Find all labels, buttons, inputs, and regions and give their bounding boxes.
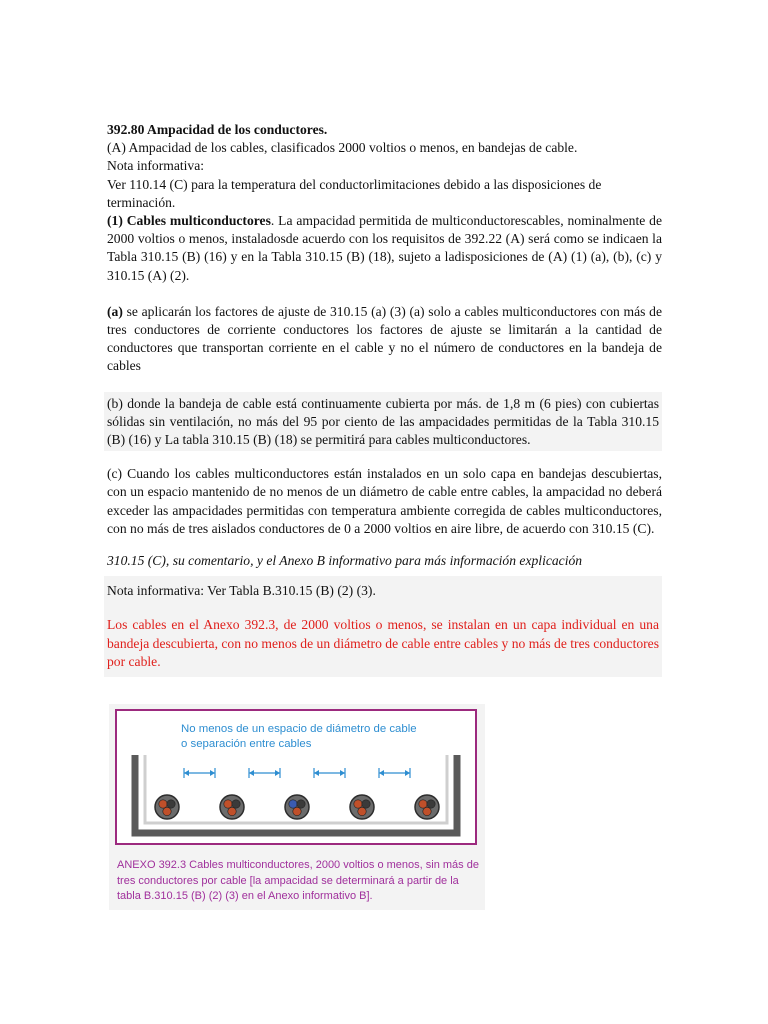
paragraph-c: (c) Cuando los cables multiconductores están instalados en un solo capa en bandejas descubiertas, con un espacio mantenido de no menos de un diámetro de cable entre cables, la ampacidad no deberá exceder las ampacidades permitidas con temperatura ambiente corregida de cables multiconductores, con no más de tres aislados conductores de 0 a 2000 voltios en aire libre, de acuerdo con 310.15 (C). — [107, 466, 662, 536]
spacing-label-line2: o separación entre cables — [181, 738, 312, 750]
figure-caption: ANEXO 392.3 Cables multiconductores, 2000 voltios o menos, sin más de tres conductores por cable [la ampacidad se determinará a partir de la tabla B.310.15 (B) (2) (3) en el Anexo informativo B]. — [117, 859, 479, 902]
red-paragraph: Los cables en el Anexo 392.3, de 2000 voltios o menos, se instalan en un capa individual en una bandeja descubierta, con no menos de un diámetro de cable entre cables y no más de tres conductores por cable. — [104, 608, 662, 677]
conductor — [293, 807, 301, 815]
spacing-arrow — [184, 768, 215, 778]
cable — [285, 795, 309, 819]
cable-tray-diagram — [117, 711, 475, 843]
cables-group — [155, 795, 439, 819]
conductor — [159, 800, 167, 808]
conductor — [362, 800, 370, 808]
paragraph-a: (A) Ampacidad de los cables, clasificados 2000 voltios o menos, en bandejas de cable. — [107, 140, 578, 156]
tray-outline — [135, 755, 457, 833]
arrow-head-right — [275, 770, 280, 776]
paragraph-1: (1) Cables multiconductores. La ampacidad permitida de multiconductorescables, nominalmente de 2000 voltios o menos, instaladosde acuerdo con los requisitos de 392.22 (A) será como se indicaen la Tabla 310.15 (B) (16) y en la Tabla 310.15 (B) (18), sujeto a ladisposiciones de (A) (1) (a), (b), (c) y 310.15 (A) (2). — [107, 213, 662, 283]
paragraph-b: (b) donde la bandeja de cable está continuamente cubierta por más. de 1,8 m (6 pies) con cubiertas sólidas sin ventilación, no más del 95 por ciento de las ampacidades permitidas de la Tabla 310.15 (B) (16) y La tabla 310.15 (B) (18) se permitirá para cables multiconductores. — [104, 392, 662, 452]
figure-frame — [115, 709, 477, 845]
spacing-arrow — [379, 768, 410, 778]
spacing-arrow — [314, 768, 345, 778]
conductor — [224, 800, 232, 808]
conductor — [423, 807, 431, 815]
conductor — [289, 800, 297, 808]
italic-reference: 310.15 (C), su comentario, y el Anexo B informativo para más información explicación — [107, 553, 583, 569]
reference-paragraph: Ver 110.14 (C) para la temperatura del conductorlimitaciones debido a las disposiciones de terminación. — [107, 176, 602, 210]
spacing-label-line1: No menos de un espacio de diámetro de cable — [181, 723, 417, 735]
section-heading: 392.80 Ampacidad de los conductores. — [107, 122, 328, 137]
conductor — [163, 807, 171, 815]
arrow-head-right — [210, 770, 215, 776]
conductor — [297, 800, 305, 808]
note-table-ref: Nota informativa: Ver Tabla B.310.15 (B) (2) (3). — [104, 576, 662, 608]
paragraph-a-factors: (a) se aplicarán los factores de ajuste de 310.15 (a) (3) (a) solo a cables multiconductores con más de tres conductores de corriente conductores los factores de ajuste se limitarán a la cantidad de conductores que transportan corriente en el cable y no el número de conductores en la bandeja de cables — [107, 303, 662, 374]
conductor — [427, 800, 435, 808]
arrow-head-left — [314, 770, 319, 776]
cable — [155, 795, 179, 819]
cable — [415, 795, 439, 819]
cable — [220, 795, 244, 819]
conductor — [358, 807, 366, 815]
arrow-head-left — [249, 770, 254, 776]
conductor — [228, 807, 236, 815]
arrow-head-left — [379, 770, 384, 776]
cable-tray-figure — [109, 704, 485, 910]
document-body — [107, 121, 662, 677]
note-label: Nota informativa: — [107, 158, 205, 174]
spacing-arrow — [249, 768, 280, 778]
conductor — [167, 800, 175, 808]
conductor — [419, 800, 427, 808]
conductor — [232, 800, 240, 808]
arrow-head-right — [405, 770, 410, 776]
cable — [350, 795, 374, 819]
spacing-arrows — [184, 768, 410, 778]
arrow-head-left — [184, 770, 189, 776]
conductor — [354, 800, 362, 808]
arrow-head-right — [340, 770, 345, 776]
